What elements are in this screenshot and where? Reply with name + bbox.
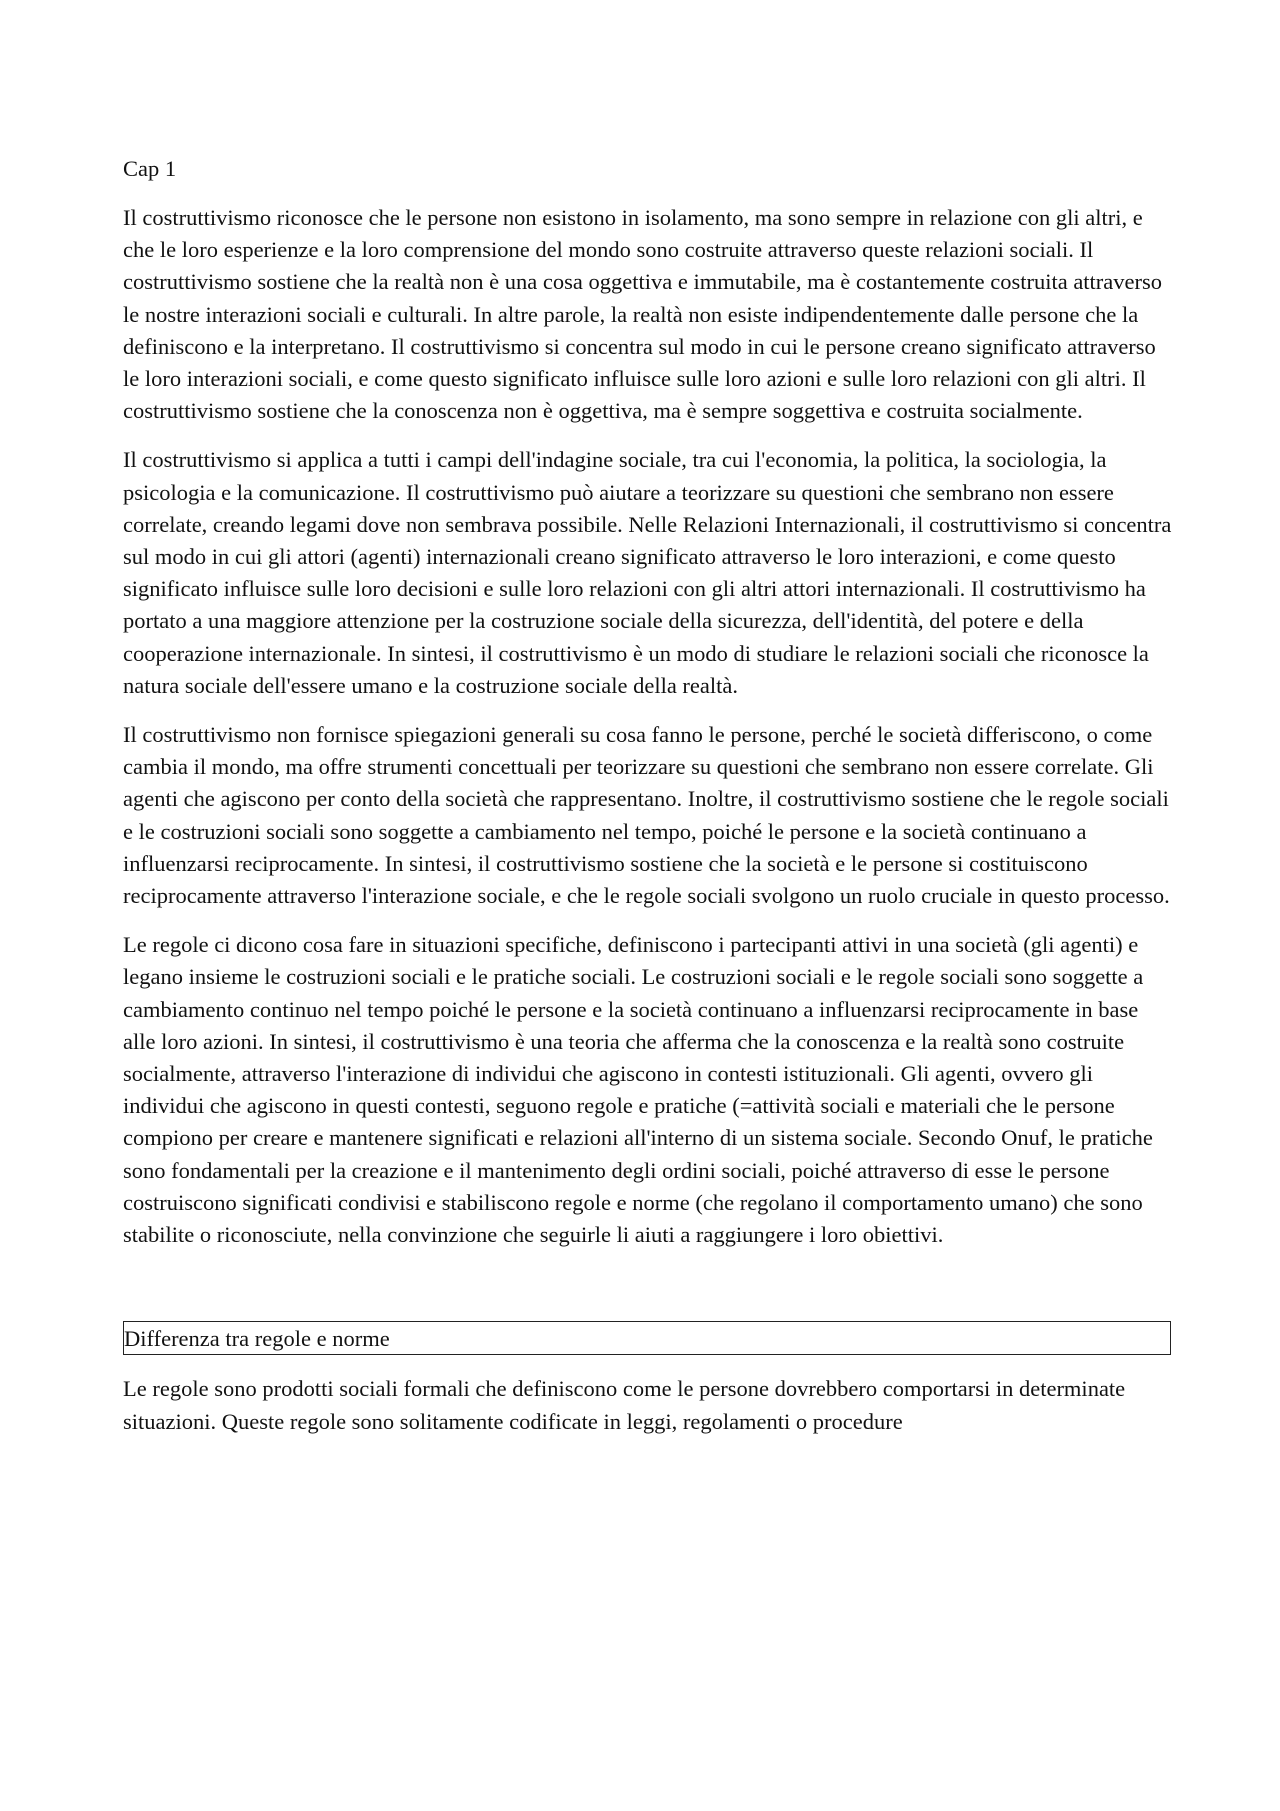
paragraph-3: Il costruttivismo non fornisce spiegazioni generali su cosa fanno le persone, perché le società differiscono, o come cambia il mondo, ma offre strumenti concettuali per teorizzare su questioni che sembrano non essere correlate. Gli agenti che agiscono per conto della società che rappresentano. Inoltre, il costruttivismo sostiene che le regole sociali e le costruzioni sociali sono soggette a cambiamento nel tempo, poiché le persone e la società continuano a influenzarsi reciprocamente. In sintesi, il costruttivismo sostiene che la società e le persone si costituiscono reciprocamente attraverso l'interazione sociale, e che le regole sociali svolgono un ruolo cruciale in questo processo.: [123, 722, 1170, 909]
section-paragraph: Le regole sono prodotti sociali formali che definiscono come le persone dovrebbero comportarsi in determinate situazioni. Queste regole sono solitamente codificate in leggi, regolamenti o procedure: [123, 1376, 1126, 1434]
section-heading: Differenza tra regole e norme: [124, 1326, 390, 1352]
paragraph-1: Il costruttivismo riconosce che le persone non esistono in isolamento, ma sono sempre in relazione con gli altri, e che le loro esperienze e la loro comprensione del mondo sono costruite attraverso queste relazioni sociali. Il costruttivismo sostiene che la realtà non è una cosa oggettiva e immutabile, ma è costantemente costruita attraverso le nostre interazioni sociali e culturali. In altre parole, la realtà non esiste indipendentemente dalle persone che la definiscono e la interpretano. Il costruttivismo si concentra sul modo in cui le persone creano significato attraverso le loro interazioni sociali, e come questo significato influisce sulle loro azioni e sulle loro relazioni con gli altri. Il costruttivismo sostiene che la conoscenza non è oggettiva, ma è sempre soggettiva e costruita socialmente.: [123, 205, 1163, 424]
chapter-title: Cap 1: [123, 156, 177, 181]
paragraph-4: Le regole ci dicono cosa fare in situazioni specifiche, definiscono i partecipanti attivi in una società (gli agenti) e legano insieme le costruzioni sociali e le pratiche sociali. Le costruzioni sociali e le regole sociali sono soggette a cambiamento continuo nel tempo poiché le persone e la società continuano a influenzarsi reciprocamente in base alle loro azioni. In sintesi, il costruttivismo è una teoria che afferma che la conoscenza e la realtà sono costruite socialmente, attraverso l'interazione di individui che agiscono in contesti istituzionali. Gli agenti, ovvero gli individui che agiscono in questi contesti, seguono regole e pratiche (=attività sociali e materiali che le persone compiono per creare e mantenere significati e relazioni all'interno di un sistema sociale. Secondo Onuf, le pratiche sono fondamentali per la creazione e il mantenimento degli ordini sociali, poiché attraverso di esse le persone costruiscono significati condivisi e stabiliscono regole e norme (che regolano il comportamento umano) che sono stabilite o riconosciute, nella convinzione che seguirle li aiuti a raggiungere i loro obiettivi.: [123, 932, 1153, 1248]
paragraph-2: Il costruttivismo si applica a tutti i campi dell'indagine sociale, tra cui l'economia, la politica, la sociologia, la psicologia e la comunicazione. Il costruttivismo può aiutare a teorizzare su questioni che sembrano non essere correlate, creando legami dove non sembrava possibile. Nelle Relazioni Internazionali, il costruttivismo si concentra sul modo in cui gli attori (agenti) internazionali creano significato attraverso le loro interazioni, e come questo significato influisce sulle loro decisioni e sulle loro relazioni con gli altri attori internazionali. Il costruttivismo ha portato a una maggiore attenzione per la costruzione sociale della sicurezza, dell'identità, del potere e della cooperazione internazionale. In sintesi, il costruttivismo è un modo di studiare le relazioni sociali che riconosce la natura sociale dell'essere umano e la costruzione sociale della realtà.: [123, 447, 1172, 698]
document-body: [123, 153, 1173, 1455]
section-heading-box: [123, 1321, 1171, 1355]
